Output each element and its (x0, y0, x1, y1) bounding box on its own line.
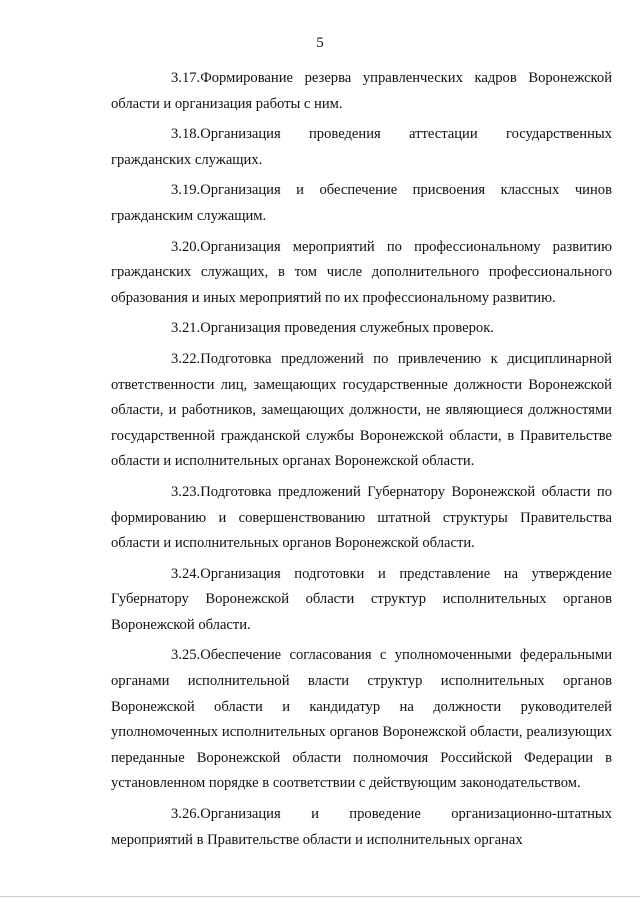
paragraph-text: Подготовка предложений Губернатору Воронежской области по формированию и совершенствованию штатной структуры Правительства области и исполнительных органов Воронежской области. (111, 483, 612, 552)
paragraph-number: 3.18. (171, 126, 201, 143)
paragraph-text: Организация мероприятий по профессиональному развитию гражданских служащих, в том числе дополнительного профессионального образования и иных мероприятий по их профессиональному развитию. (111, 238, 612, 306)
paragraph-3-26 (111, 802, 612, 853)
paragraph-text: Организация проведения аттестации государственных гражданских служащих. (111, 126, 612, 168)
paragraph-text: Организация подготовки и представление на утверждение Губернатору Воронежской области структур исполнительных органов Воронежской области. (111, 565, 612, 633)
paragraph-3-20 (111, 235, 612, 312)
document-body (111, 66, 612, 858)
paragraph-number: 3.23. (171, 483, 201, 500)
paragraph-3-25 (111, 643, 612, 797)
paragraph-text: Обеспечение согласования с уполномоченными федеральными органами исполнительной власти структур исполнительных органов Воронежской области и кандидатур на должности руководителей уполномоченных исполнительных органов Воронежской области, реализующих переданные Воронежской области полномочия Российской Федерации в установленном порядке в соответствии с действующим законодательством. (111, 647, 612, 792)
page-bottom-edge (0, 896, 640, 897)
paragraph-number: 3.19. (171, 182, 201, 199)
paragraph-number: 3.21. (171, 320, 201, 337)
paragraph-number: 3.17. (171, 70, 201, 86)
paragraph-3-24 (111, 562, 612, 639)
paragraph-number: 3.20. (171, 238, 201, 255)
paragraph-text: Организация и обеспечение присвоения классных чинов гражданским служащим. (111, 182, 612, 224)
page-number: 5 (316, 35, 324, 51)
paragraph-3-23 (111, 480, 612, 557)
paragraph-number: 3.24. (171, 565, 201, 582)
paragraph-3-19 (111, 178, 612, 229)
paragraph-3-21 (111, 316, 612, 342)
paragraph-3-17 (111, 66, 612, 117)
paragraph-number: 3.26. (171, 806, 201, 823)
paragraph-number: 3.22. (171, 350, 201, 367)
paragraph-text: Подготовка предложений по привлечению к дисциплинарной ответственности лиц, замещающих государственные должности Воронежской области, и работников, замещающих должности, не являющиеся должностями государственной гражданской службы Воронежской области, в Правительстве области и исполнительных органах Воронежской области. (111, 350, 612, 470)
paragraph-3-22 (111, 347, 612, 475)
paragraph-text: Организация и проведение организационно-штатных мероприятий в Правительстве области и исполнительных органах (111, 806, 612, 848)
paragraph-text: Организация проведения служебных проверок. (200, 320, 494, 337)
paragraph-3-18 (111, 122, 612, 173)
paragraph-number: 3.25. (171, 647, 201, 664)
paragraph-text: Формирование резерва управленческих кадров Воронежской области и организация работы с ним. (111, 70, 612, 112)
